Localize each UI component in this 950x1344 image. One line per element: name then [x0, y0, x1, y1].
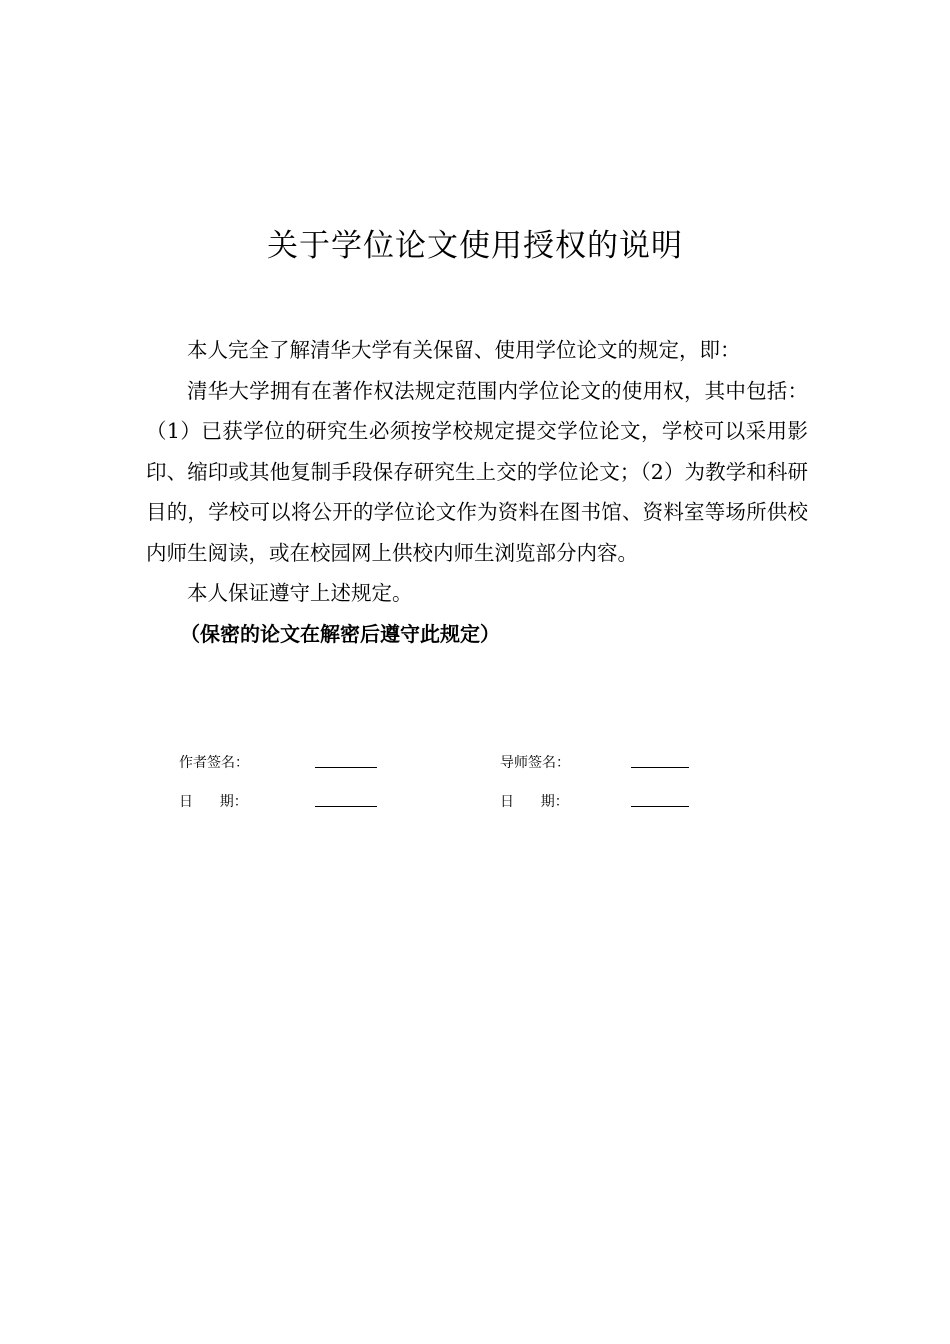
confidential-note: （保密的论文在解密后遵守此规定） — [180, 621, 500, 646]
advisor-date-label: 日 期： — [500, 794, 569, 810]
page-title: 关于学位论文使用授权的说明 — [267, 228, 683, 264]
signature-row — [0, 748, 950, 776]
authorization-statement — [146, 330, 808, 654]
advisor-signature-label: 导师签名： — [500, 755, 570, 771]
author-date-label: 日 期： — [179, 794, 248, 810]
advisor-signature-line[interactable] — [631, 767, 689, 768]
paragraph-understanding: 本人完全了解清华大学有关保留、使用学位论文的规定，即： — [187, 338, 741, 362]
author-signature-label: 作者签名： — [179, 755, 249, 771]
date-row — [0, 787, 950, 815]
advisor-date-line[interactable] — [631, 806, 689, 807]
author-signature-line[interactable] — [315, 767, 377, 768]
author-date-line[interactable] — [315, 806, 377, 807]
paragraph-guarantee: 本人保证遵守上述规定。 — [187, 581, 413, 605]
paragraph-usage-rights: 清华大学拥有在著作权法规定范围内学位论文的使用权，其中包括：（1）已获学位的研究生必须按学校规定提交学位论文，学校可以采用影印、缩印或其他复制手段保存研究生上交的学位论文；（2）为教学和科研目的，学校可以将公开的学位论文作为资料在图书馆、资料室等场所供校内师生阅读，或在校园网上供校内师生浏览部分内容。 — [146, 378, 808, 565]
